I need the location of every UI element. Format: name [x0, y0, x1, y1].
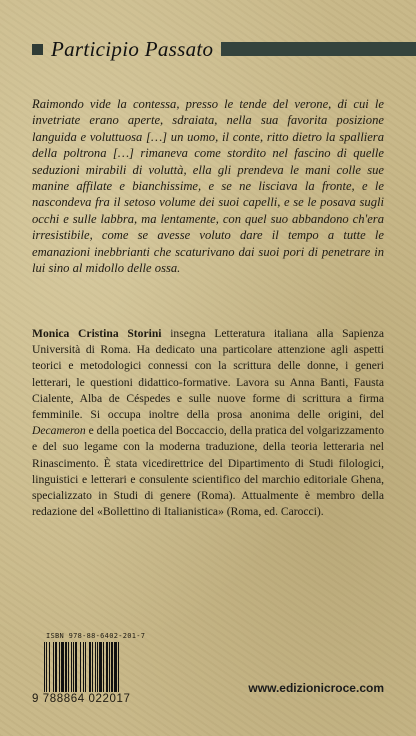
barcode-image	[44, 642, 148, 692]
series-title: Participio Passato	[51, 36, 214, 61]
author-name: Monica Cristina Storini	[32, 327, 162, 340]
author-bio	[32, 326, 384, 520]
bio-decameron-title: Decameron	[32, 424, 86, 438]
excerpt-quote: Raimondo vide la contessa, presso le tende del verone, di cui le invetriate erano aperte, sdraiata, nella sua favorita posizione languida e voluttuosa […] un uomo, il conte, ritto dietro la spalliera della poltrona […] rimaneva come stordito nel fascino di quelle seduzioni mirabili di voluttà, ella gli prendeva le mani colle sue manine affilate e bianchissime, e se ne lisciava la fronte, e le nascondeva fra il setoso volume dei suoi capelli, e se le posava sugli occhi e sulle labbra, ma lentamente, con quel suo abbandono ch'era irresistibile, come se avesse voluto dare il tempo a tutte le emanazioni inebbrianti che scaturivano dai suoi pori di penetrare in lui sino al midollo delle ossa.	[32, 97, 384, 276]
barcode-digits: 9 788864 022017	[32, 693, 131, 705]
bio-text-part-2: e della poetica del Boccaccio, della pratica del volgarizzamento e del suo legame con la moderna traduzione, della teoria letteraria nel Rinascimento. È stata vicedirettrice del Dipartimento di Studi filologici, linguistici e letterari e consulente scientifico del marchio editoriale Ghena, specializzato in Studi di genere (Roma). Attualmente è membro della redazione del «Bollettino di Italianistica» (Roma, ed. Carocci).	[32, 424, 384, 519]
isbn-text: ISBN 978-88-6402-201-7	[46, 632, 146, 640]
publisher-website: www.edizionicroce.com	[248, 681, 384, 695]
bio-text-part-1: insegna Letteratura italiana alla Sapienza Università di Roma. Ha dedicato una particolare attenzione agli aspetti teorici e metodologici connessi con la scrittura delle donne, i generi letterari, le questioni didattico-formative. Lavora su Anna Banti, Fausta Cialente, Alba de Céspedes e sulle nuove forme di scrittura a firma femminile. Si occupa inoltre della prosa anonima delle origini, del	[32, 327, 384, 422]
series-header	[32, 38, 416, 60]
barcode-block	[32, 632, 150, 714]
header-square-ornament	[32, 44, 43, 55]
header-bar-ornament	[221, 42, 416, 56]
